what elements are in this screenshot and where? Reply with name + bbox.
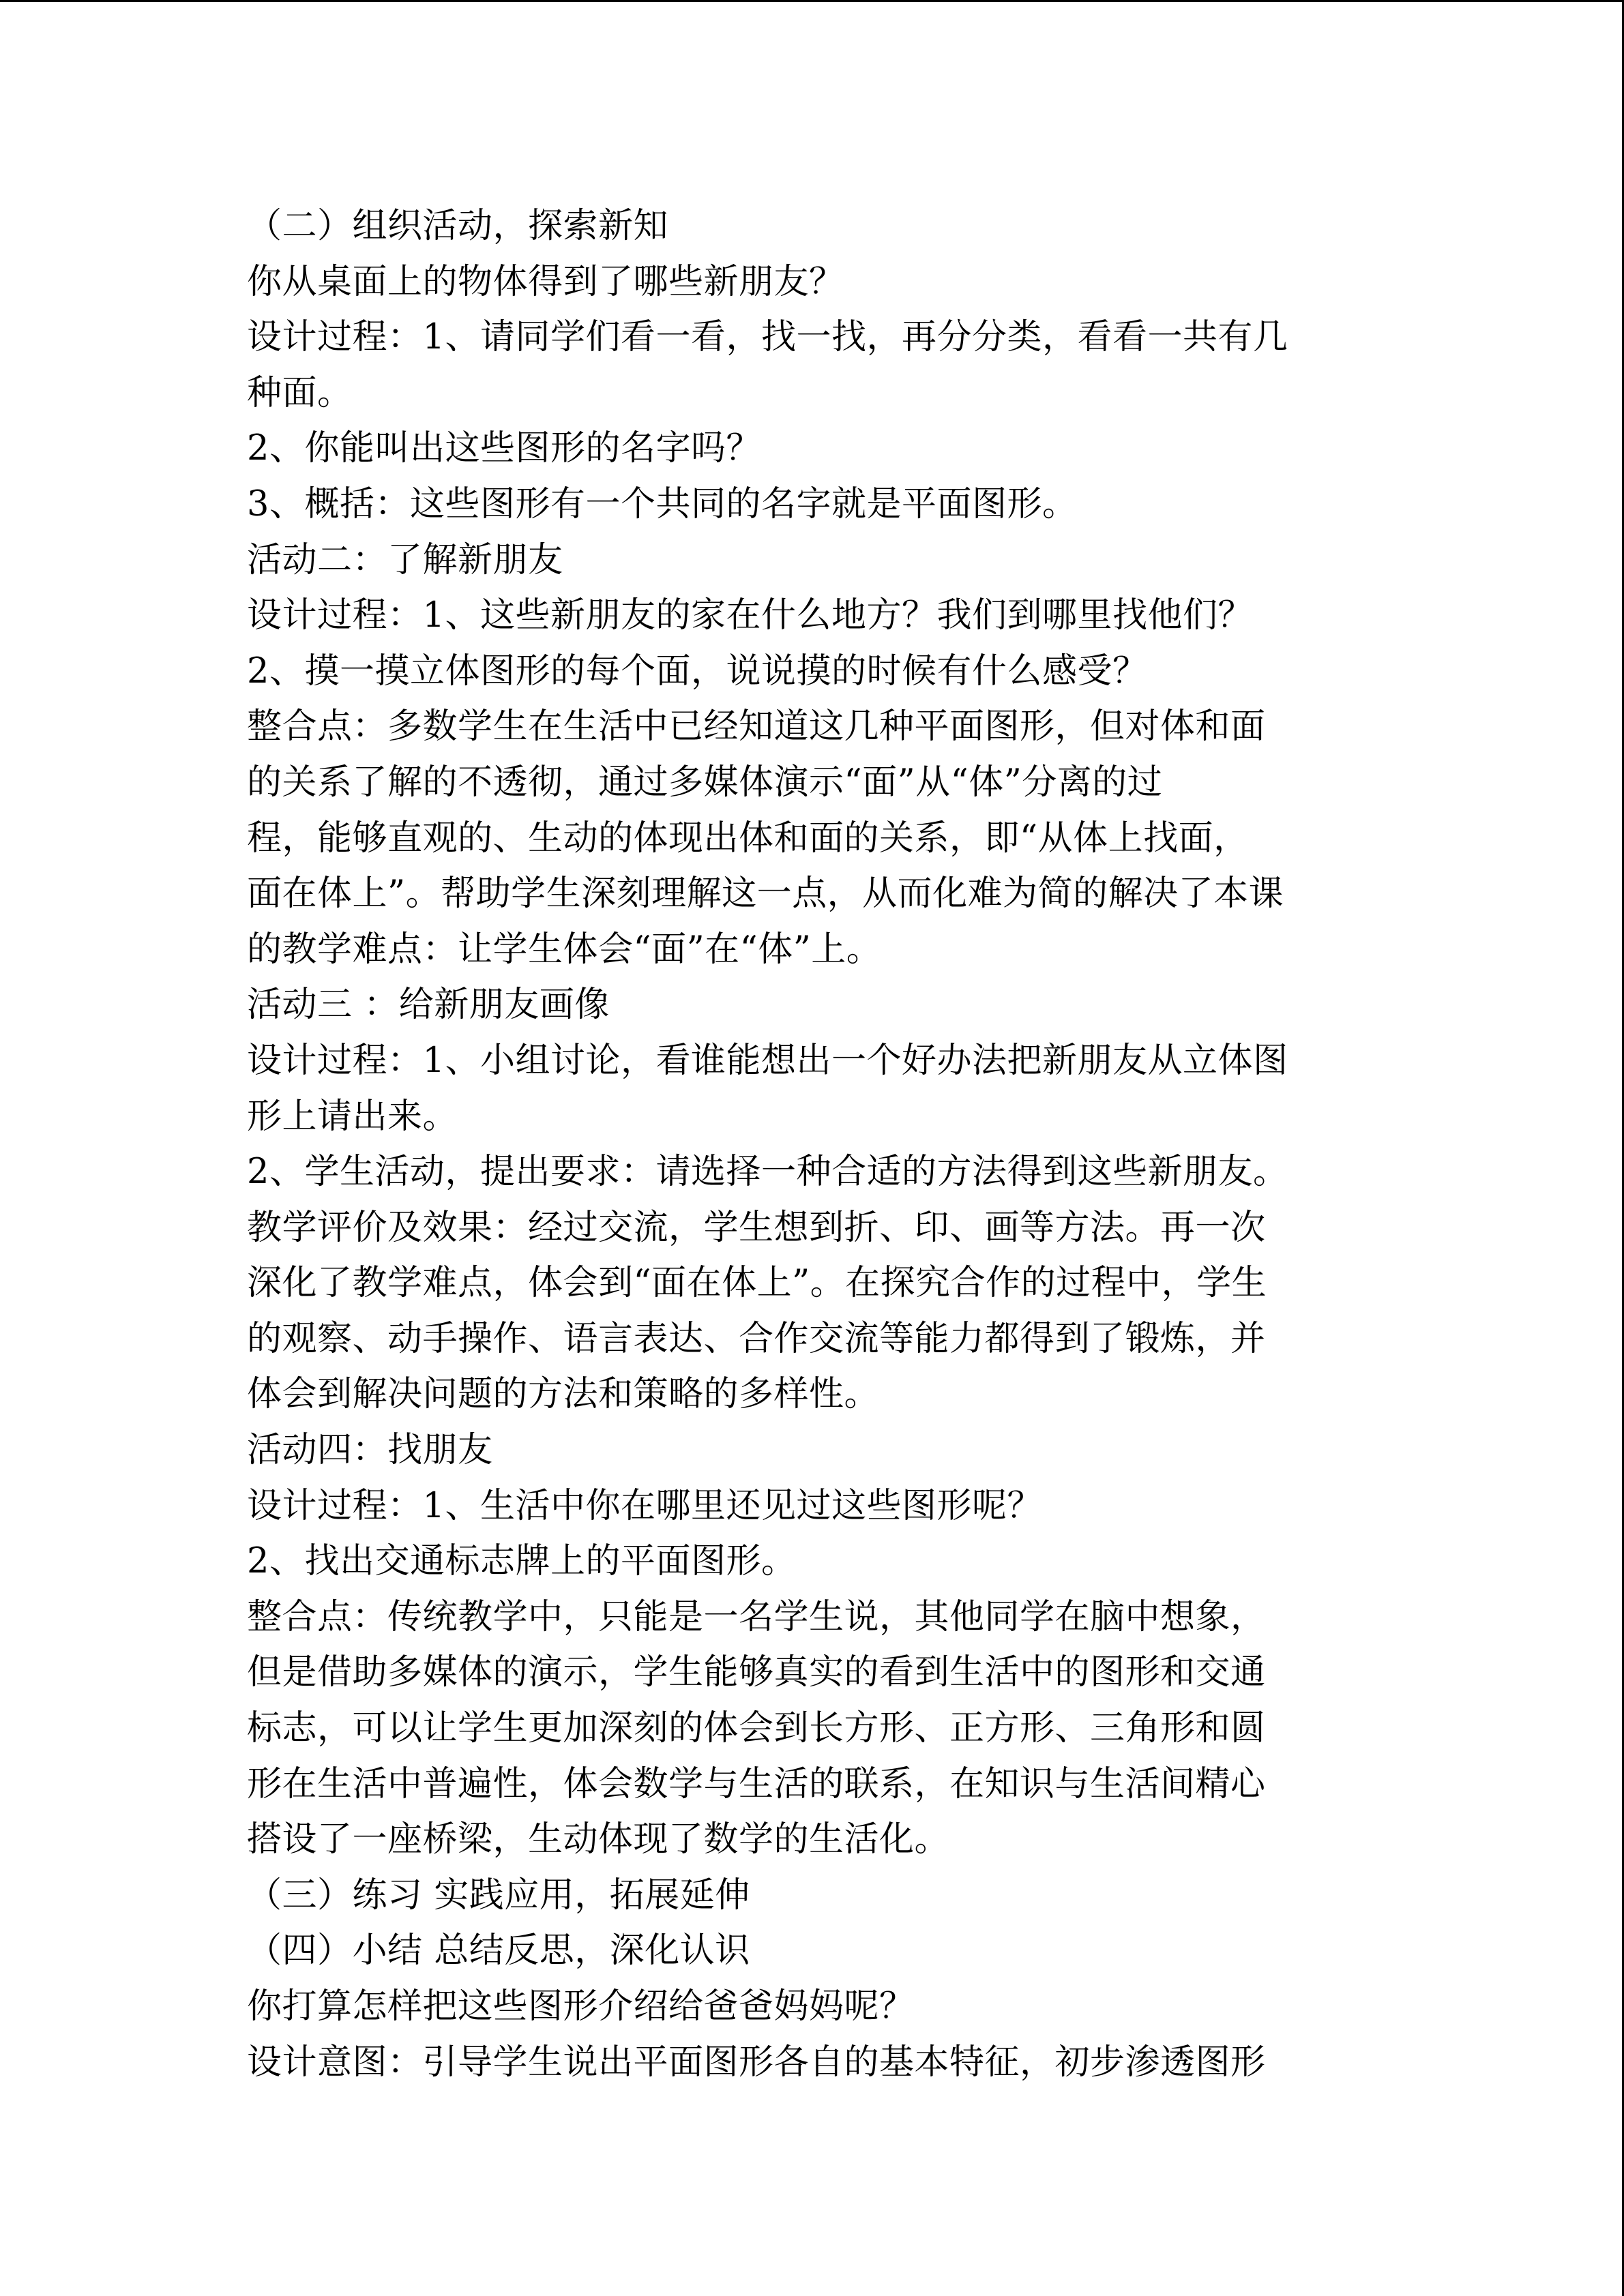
section-heading-2: （二）组织活动，探索新知 xyxy=(247,206,669,246)
text-line: 形在生活中普遍性，体会数学与生活的联系，在知识与生活间精心 xyxy=(247,1763,1266,1804)
text-line: 设计意图：引导学生说出平面图形各自的基本特征，初步渗透图形 xyxy=(247,2042,1266,2083)
section-heading-3: （三）练习 实践应用，拓展延伸 xyxy=(247,1875,750,1915)
text-line: 设计过程：1、这些新朋友的家在什么地方？我们到哪里找他们？ xyxy=(247,595,1253,636)
text-line: 2、学生活动，提出要求：请选择一种合适的方法得到这些新朋友。 xyxy=(247,1152,1288,1193)
document-body xyxy=(247,198,1379,2090)
text-line: 种面。 xyxy=(247,372,353,413)
text-line: 你从桌面上的物体得到了哪些新朋友？ xyxy=(247,261,844,302)
text-line: 的观察、动手操作、语言表达、合作交流等能力都得到了锻炼，并 xyxy=(247,1318,1266,1359)
activity-heading-3: 活动三 ：给新朋友画像 xyxy=(247,985,610,1026)
text-line: 3、概括：这些图形有一个共同的名字就是平面图形。 xyxy=(247,483,1078,524)
text-line: 整合点：传统教学中，只能是一名学生说，其他同学在脑中想象， xyxy=(247,1596,1266,1637)
text-line: 面在体上”。帮助学生深刻理解这一点，从而化难为简的解决了本课 xyxy=(247,874,1284,914)
text-line: 设计过程：1、小组讨论，看谁能想出一个好办法把新朋友从立体图 xyxy=(247,1040,1288,1081)
text-line: 2、你能叫出这些图形的名字吗？ xyxy=(247,428,761,469)
text-line: 教学评价及效果：经过交流，学生想到折、印、画等方法。再一次 xyxy=(247,1207,1266,1248)
text-line: 你打算怎样把这些图形介绍给爸爸妈妈呢？ xyxy=(247,1986,915,2027)
text-line: 形上请出来。 xyxy=(247,1096,458,1137)
activity-heading-2: 活动二：了解新朋友 xyxy=(247,539,563,580)
text-line: 的教学难点：让学生体会“面”在“体”上。 xyxy=(247,929,882,970)
text-line: 整合点：多数学生在生活中已经知道这几种平面图形，但对体和面 xyxy=(247,706,1266,747)
activity-heading-4: 活动四：找朋友 xyxy=(247,1430,493,1471)
text-line: 标志，可以让学生更加深刻的体会到长方形、正方形、三角形和圆 xyxy=(247,1708,1266,1749)
text-line: 2、摸一摸立体图形的每个面，说说摸的时候有什么感受？ xyxy=(247,651,1148,691)
text-line: 深化了教学难点，体会到“面在体上”。在探究合作的过程中，学生 xyxy=(247,1263,1267,1304)
text-line: 搭设了一座桥梁，生动体现了数学的生活化。 xyxy=(247,1819,950,1860)
text-line: 设计过程：1、请同学们看一看，找一找，再分分类，看看一共有几 xyxy=(247,317,1288,358)
text-line: 但是借助多媒体的演示，学生能够真实的看到生活中的图形和交通 xyxy=(247,1652,1266,1693)
text-line: 程，能够直观的、生动的体现出体和面的关系，即“从体上找面， xyxy=(247,818,1249,859)
text-line: 体会到解决问题的方法和策略的多样性。 xyxy=(247,1374,880,1415)
text-line: 的关系了解的不透彻，通过多媒体演示“面”从“体”分离的过 xyxy=(247,762,1163,803)
text-line: 2、找出交通标志牌上的平面图形。 xyxy=(247,1541,797,1582)
section-heading-4: （四）小结 总结反思，深化认识 xyxy=(247,1930,750,1971)
text-line: 设计过程：1、生活中你在哪里还见过这些图形呢？ xyxy=(247,1485,1042,1526)
